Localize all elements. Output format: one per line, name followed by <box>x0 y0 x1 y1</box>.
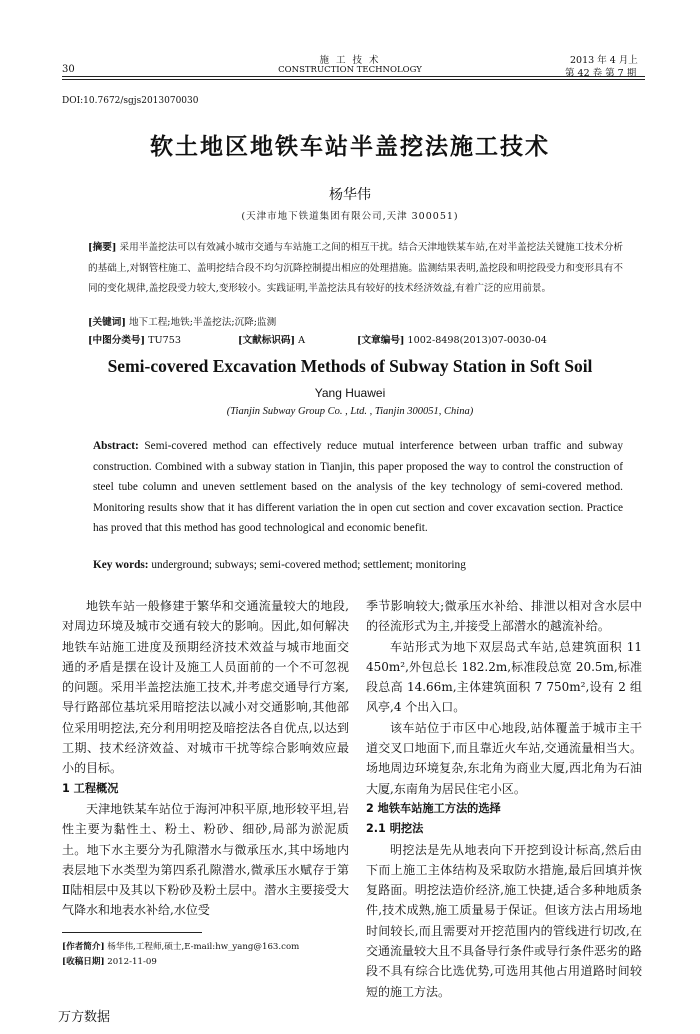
article-no-label: [文章编号] <box>357 335 405 346</box>
section-2-heading: 2 地铁车站施工方法的选择 <box>366 801 501 815</box>
footnote-received-label: [收稿日期] <box>62 957 105 967</box>
watermark: 万方数据 <box>58 1010 111 1025</box>
journal-name-en: CONSTRUCTION TECHNOLOGY <box>278 65 422 75</box>
intro-paragraph: 地铁车站一般修建于繁华和交通流量较大的地段,对周边环境及城市交通有较大的影响。因此,如何解决地铁车站施工进度及预期经济技术效益与城市地面交通的矛盾是摆在设计及施工人员面前的一个不可忽视的问题。采用半盖挖法施工技术,并考虑交通导行方案,导行路部位基坑采用暗挖法以减小对交通影响,其他部位采用明挖法,充分利用明挖及暗挖法各自优点,以达到工期、技术经济效益、对城市干扰等综合影响效应最小的目标。 <box>62 599 349 776</box>
doc-code-value: A <box>298 335 306 346</box>
right-paragraph-1: 季节影响较大;微承压水补给、排泄以相对含水层中的径流形式为主,并接受上部潜水的越流补给。 <box>366 599 642 634</box>
keywords-en-label: Key words: <box>93 559 149 571</box>
keywords-en <box>93 555 623 576</box>
footnote-rule <box>62 932 202 933</box>
keywords-cn-text: 地下工程;地铁;半盖挖法;沉降;监测 <box>128 317 277 328</box>
body-left-column <box>62 596 349 921</box>
abstract-cn <box>88 238 623 300</box>
issue-date: 2013 年 4 月上 <box>570 55 638 66</box>
footnote-author <box>62 940 299 955</box>
abstract-en-label: Abstract: <box>93 440 139 452</box>
footnote-received <box>62 955 157 970</box>
page-number: 30 <box>62 64 75 75</box>
right-paragraph-2: 车站形式为地下双层岛式车站,总建筑面积 11 450m²,外包总长 182.2m,标准段总宽 20.5m,标准段总高 14.66m,主体建筑面积 7 750m²,设有 2 组风亭,4 个出入口。 <box>366 639 642 715</box>
footnote-received-text: 2012-11-09 <box>107 957 157 967</box>
right-paragraph-3: 该车站位于市区中心地段,站体覆盖于城市主干道交叉口地面下,而且靠近火车站,交通流量相当大。场地周边环境复杂,东北角为商业大厦,西北角为石油大厦,东南角为居民住宅小区。 <box>366 720 642 796</box>
title-en: Semi-covered Excavation Methods of Subway Station in Soft Soil <box>107 356 593 376</box>
affiliation-en: (Tianjin Subway Group Co. , Ltd. , Tianjin 300051, China) <box>226 406 474 417</box>
keywords-en-text: underground; subways; semi-covered method; settlement; monitoring <box>151 559 466 571</box>
clc-label: [中图分类号] <box>88 335 146 346</box>
affiliation-cn: (天津市地下铁道集团有限公司,天津 300051) <box>241 211 459 222</box>
author-cn: 杨华伟 <box>329 187 371 203</box>
abstract-en <box>93 436 623 539</box>
keywords-cn-label: [关键词] <box>88 317 126 328</box>
footnote-author-text: 杨华伟,工程师,硕士,E-mail:hw_yang@163.com <box>107 942 300 952</box>
right-paragraph-4: 明挖法是先从地表向下开挖到设计标高,然后由下而上施工主体结构及采取防水措施,最后回填并恢复路面。明挖法造价经济,施工快捷,适合多种地质条件,技术成熟,施工质量易于保证。但该方法占用场地时间较长,而且需要对开挖范围内的管线进行切改,在交通流量较大且不具备导行条件或导行条件恶劣的路段不具有综合比选优势,可选用其他占用道路时间较短的施工方法。 <box>366 842 643 999</box>
author-en: Yang Huawei <box>314 386 386 400</box>
article-no-value: 1002-8498(2013)07-0030-04 <box>407 335 547 346</box>
header-rule <box>62 76 645 77</box>
header-rule-thin <box>62 79 645 80</box>
section-1-heading: 1 工程概况 <box>62 781 119 795</box>
doc-code-line <box>238 331 305 352</box>
doc-code-label: [文献标识码] <box>238 335 296 346</box>
volume-issue: 第 42 卷 第 7 期 <box>565 68 637 79</box>
body-right-column <box>366 596 642 1002</box>
journal-name-cn: 施 工 技 术 <box>319 55 381 66</box>
doi: DOI:10.7672/sgjs2013070030 <box>62 96 199 106</box>
footnote-author-label: [作者简介] <box>62 942 105 952</box>
article-no-line <box>357 331 547 352</box>
abstract-en-text: Semi-covered method can effectively reduce mutual interference between urban traffic and subway construction. Combined with a subway station in Tianjin, this paper proposed the way to control the construction of steel tube column and uneven settlement based on the analysis of the key technology of semi-covered method. Monitoring results show that it has different variation the in open cut section and cover excavation section. Practice has proved that this method has good technological and economic benefit. <box>93 440 623 534</box>
section-2-1-heading: 2.1 明挖法 <box>366 822 424 836</box>
clc-value: TU753 <box>148 335 181 346</box>
title-cn: 软土地区地铁车站半盖挖法施工技术 <box>150 133 550 160</box>
section-1-paragraph: 天津地铁某车站位于海河冲积平原,地形较平坦,岩性主要为黏性土、粉土、粉砂、细砂,局部为淤泥质土。地下水主要分为孔隙潜水与微承压水,其中场地内表层地下水类型为第四系孔隙潜水,微承压水赋存于第Ⅱ陆相层中及其以下粉砂及粉土层中。潜水主要接受大气降水和地表水补给,水位受 <box>62 801 349 918</box>
abstract-cn-text: 采用半盖挖法可以有效减小城市交通与车站施工之间的相互干扰。结合天津地铁某车站,在对半盖挖法关键施工技术分析的基础上,对钢管柱施工、盖明挖结合段不均匀沉降控制提出相应的处理措施。监测结果表明,盖挖段和明挖段受力和变形具有不同的变化规律,盖挖段受力较大,变形较小。实践证明,半盖挖法具有较好的技术经济效益,有着广泛的应用前景。 <box>88 242 623 294</box>
abstract-cn-label: [摘要] <box>88 242 117 253</box>
